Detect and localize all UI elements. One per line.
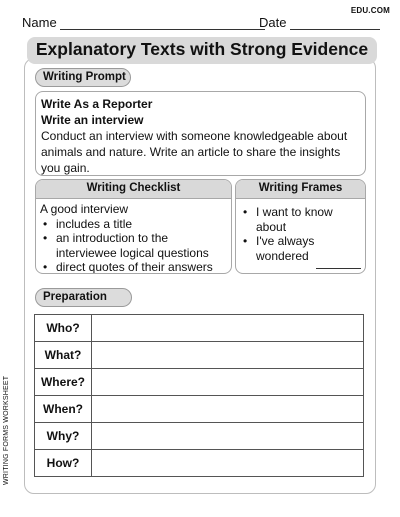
- question-cell: How?: [35, 450, 92, 477]
- date-label: Date: [259, 15, 287, 30]
- checklist-item: • direct quotes of their answers: [40, 260, 227, 274]
- question-cell: When?: [35, 396, 92, 423]
- table-row: [35, 369, 364, 396]
- date-line[interactable]: [290, 29, 380, 30]
- name-label: Name: [22, 15, 57, 30]
- table-row: [35, 396, 364, 423]
- table-row: [35, 342, 364, 369]
- table-row: [35, 423, 364, 450]
- writing-frames-panel: [235, 179, 366, 274]
- question-cell: Where?: [35, 369, 92, 396]
- answer-cell[interactable]: [92, 396, 364, 423]
- preparation-label: Preparation: [35, 288, 132, 307]
- answer-cell[interactable]: [92, 369, 364, 396]
- header-row: [22, 15, 382, 33]
- table-row: [35, 315, 364, 342]
- prompt-heading: Write As a Reporter: [41, 97, 153, 111]
- prompt-subheading: Write an interview: [41, 113, 144, 127]
- answer-cell[interactable]: [92, 342, 364, 369]
- side-label: WRITING FORMS WORKSHEET: [3, 375, 10, 485]
- writing-checklist-panel: [35, 179, 232, 274]
- prompt-body: Conduct an interview with someone knowledgeable about animals and nature. Write an article to share the insights you gain.: [41, 129, 348, 175]
- answer-line[interactable]: [316, 268, 361, 269]
- page-title: Explanatory Texts with Strong Evidence: [35, 39, 369, 59]
- brand-logo: EDU.COM: [350, 6, 390, 15]
- checklist-item: • an introduction to the interviewee logical questions: [40, 231, 227, 260]
- checklist-header: Writing Checklist: [36, 180, 231, 199]
- question-cell: What?: [35, 342, 92, 369]
- answer-cell[interactable]: [92, 450, 364, 477]
- frames-header: Writing Frames: [236, 180, 365, 199]
- checklist-intro: A good interview: [40, 202, 129, 216]
- question-cell: Who?: [35, 315, 92, 342]
- preparation-table: [34, 314, 364, 477]
- question-cell: Why?: [35, 423, 92, 450]
- name-line[interactable]: [60, 29, 265, 30]
- title-bar: [27, 37, 377, 64]
- frame-item: • I've always wondered: [240, 234, 330, 263]
- writing-prompt-label: Writing Prompt: [35, 68, 131, 87]
- frame-item: • I want to know about: [240, 205, 361, 234]
- answer-cell[interactable]: [92, 423, 364, 450]
- table-row: [35, 450, 364, 477]
- answer-cell[interactable]: [92, 315, 364, 342]
- writing-prompt-box: [35, 91, 366, 176]
- checklist-item: • includes a title: [40, 217, 227, 232]
